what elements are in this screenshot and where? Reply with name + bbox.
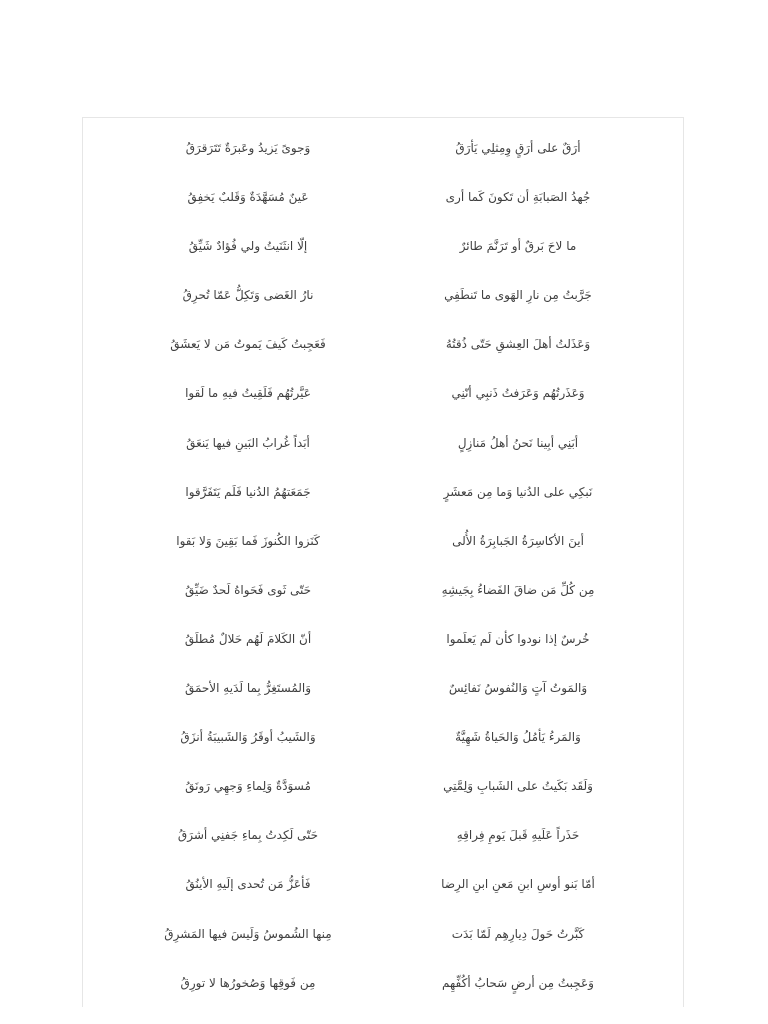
verse-first-hemistich: وَلَقَد بَكَيتُ على الشَبابِ وَلِمَّتِي — [443, 779, 593, 794]
verse-second-hemistich: أبَداً غُرابُ البَينِ فيها يَنعَقُ — [186, 435, 310, 450]
verse-row — [83, 286, 683, 335]
verse-row — [83, 679, 683, 728]
verse-second-hemistich: إلّا انثَنَيتُ ولي فُؤادٌ شَيِّقُ — [188, 239, 308, 254]
verse-first-hemistich: كَبَّرتُ حَولَ دِيارِهِم لَمّا بَدَت — [451, 926, 585, 941]
verse-first-hemistich: وَعَجِبتُ مِن أرضٍ سَحابُ أكُفِّهِم — [442, 975, 594, 990]
verse-row — [83, 777, 683, 826]
verse-first-hemistich: خُرسٌ إذا نودوا كأن لَم يَعلَموا — [446, 631, 590, 646]
verse-first-hemistich: أبَنِي أبِينا نَحنُ أهلُ مَنازِلٍ — [457, 435, 579, 450]
verse-second-hemistich: مُسوَدَّةٌ وَلِماءِ وَجهِي رَونَقُ — [185, 779, 311, 794]
poem-verses — [83, 139, 683, 1023]
verse-second-hemistich: وَجوىً يَزيدُ وعَبرَةٌ تَتَرَقرَقُ — [185, 141, 311, 155]
verse-second-hemistich: حَتّى لَكِدتُ بِماءِ جَفنِي أشرَقُ — [177, 828, 319, 843]
verse-second-hemistich: مِنها الشُموسُ وَلَيسَ فيها المَشرِقُ — [164, 926, 332, 941]
verse-row — [83, 483, 683, 532]
verse-second-hemistich: وَالمُستَغِرُّ بِما لَدَيهِ الأحمَقُ — [184, 681, 312, 696]
verse-row — [83, 188, 683, 237]
verse-row — [83, 728, 683, 777]
verse-second-hemistich: فَعَجِبتُ كَيفَ يَموتُ مَن لا يَعشَقُ — [170, 337, 326, 352]
verse-second-hemistich: جَمَعَتهُمُ الدُنيا فَلَم يَتَفَرَّقوا — [185, 484, 311, 499]
verse-second-hemistich: كَنَزوا الكُنوزَ فَما بَقِينَ وَلا بَقوا — [176, 533, 320, 548]
verse-first-hemistich: مِن كُلِّ مَن ضاقَ الفَضاءُ بِجَيشِهِ — [441, 582, 595, 597]
page-card — [82, 117, 684, 1007]
verse-first-hemistich: وَعَذَلتُ أهلَ العِشقِ حَتّى ذُقتُهُ — [445, 337, 591, 352]
verse-row — [83, 875, 683, 924]
verse-row — [83, 925, 683, 974]
verse-first-hemistich: وَعَذَرتُهُم وَعَرَفتُ ذَنبِي أنّنِي — [451, 386, 585, 401]
verse-first-hemistich: وَالمَوتُ آتٍ وَالنُفوسُ نَفائِسٌ — [448, 681, 588, 696]
verse-first-hemistich: أمّا بَنو أوسِ ابنِ مَعنِ ابنِ الرِضا — [441, 877, 595, 892]
verse-first-hemistich: جُهدُ الصَبابَةِ أن تَكونَ كَما أرى — [445, 190, 591, 205]
verse-row — [83, 630, 683, 679]
verse-second-hemistich: حَتّى ثَوى فَحَواهُ لَحدٌ ضَيِّقُ — [184, 582, 312, 597]
verse-second-hemistich: نارُ الغَضى وَتَكِلُّ عَمّا تُحرِقُ — [182, 288, 314, 303]
verse-row — [83, 384, 683, 433]
verse-second-hemistich: عَيَّرتُهُم فَلَقِيتُ فيهِ ما لَقوا — [185, 386, 311, 401]
verse-row — [83, 532, 683, 581]
verse-first-hemistich: أينَ الأكاسِرَةُ الجَبابِرَةُ الأُلى — [452, 533, 584, 548]
verse-second-hemistich: فَأعَزُّ مَن تُحدى إلَيهِ الأينُقُ — [185, 877, 311, 892]
verse-first-hemistich: أرَقٌ على أرَقٍ وِمِثلِي يَأرَقُ — [455, 141, 581, 155]
verse-second-hemistich: أنّ الكَلامَ لَهُم حَلالٌ مُطلَقُ — [184, 631, 312, 646]
verse-row — [83, 434, 683, 483]
verse-second-hemistich: وَالشَيبُ أوقَرُ وَالشَبيبَةُ أنزَقُ — [180, 730, 316, 745]
verse-row — [83, 237, 683, 286]
verse-second-hemistich: مِن فَوقِها وَصُخورُها لا تورِقُ — [180, 975, 316, 990]
verse-row — [83, 139, 683, 188]
verse-first-hemistich: جَرَّبتُ مِن نارِ الهَوى ما تَنطَفِي — [444, 288, 592, 303]
verse-row — [83, 581, 683, 630]
verse-first-hemistich: ما لاحَ بَرقٌ أو تَرَنَّمَ طائرٌ — [459, 239, 577, 254]
verse-row — [83, 335, 683, 384]
verse-second-hemistich: عَينٌ مُسَهَّدَةٌ وَقَلبٌ يَخفِقُ — [187, 190, 309, 205]
verse-row — [83, 974, 683, 1023]
verse-row — [83, 826, 683, 875]
verse-first-hemistich: حَذَراً عَلَيهِ قَبلَ يَومِ فِراقِهِ — [456, 828, 580, 843]
verse-first-hemistich: نَبكِي على الدُنيا وَما مِن مَعشَرٍ — [443, 484, 593, 499]
verse-first-hemistich: وَالمَرءُ يَأمُلُ وَالحَياةُ شَهِيَّةٌ — [455, 730, 581, 745]
